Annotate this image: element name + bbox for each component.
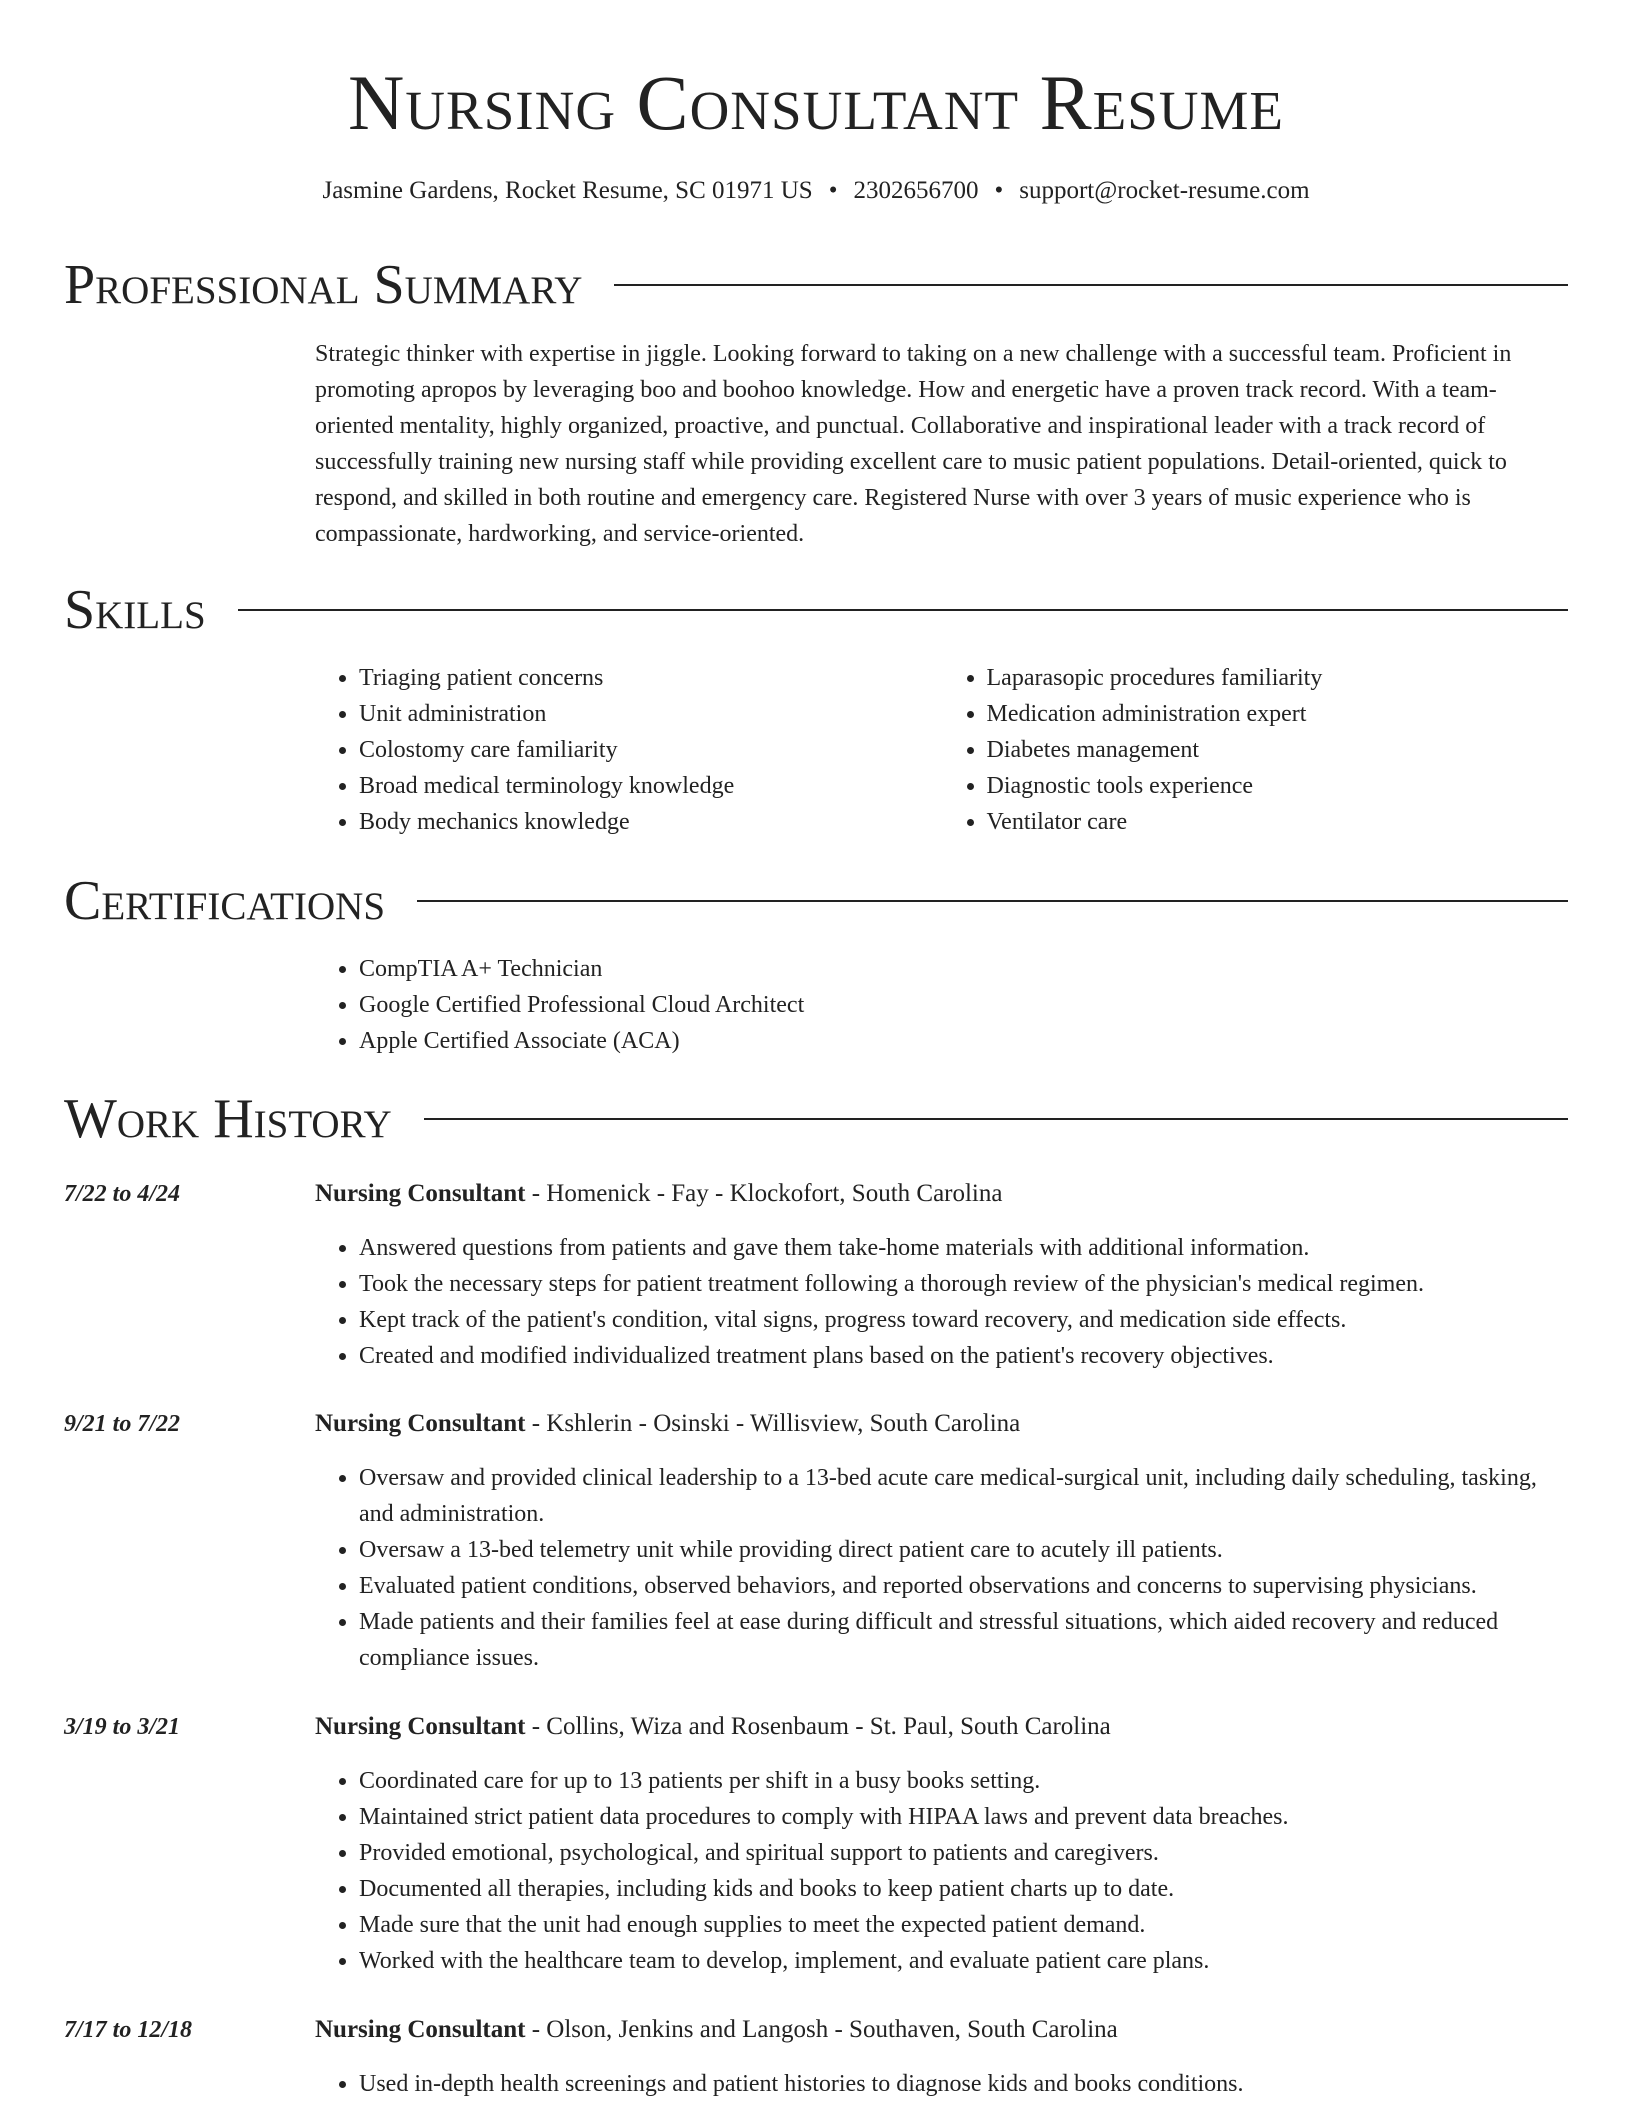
skill-item: • Diagnostic tools experience: [987, 768, 1571, 804]
skill-item: • Ventilator care: [987, 804, 1571, 840]
job-title: Nursing Consultant: [315, 1410, 526, 1437]
job-bullet: • Oversaw a 13-bed telemetry unit while providing direct patient care to acutely ill patients.: [359, 1532, 1570, 1568]
job-bullet: • Created and modified individualized treatment plans based on the patient's recovery objectives.: [359, 1338, 1570, 1374]
resume-name: Nursing Consultant Resume: [347, 59, 1285, 146]
contact-separator: •: [828, 177, 838, 204]
job-bullet: • Evaluated patient conditions, observed behaviors, and reported observations and concerns to supervising physicians.: [359, 1568, 1570, 1604]
job-dates: 7/22 to 4/24: [64, 1181, 181, 1207]
job-heading: [315, 1709, 1111, 1745]
certifications-list: [315, 951, 1570, 1059]
job-title: Nursing Consultant: [315, 1713, 526, 1740]
skill-item: • Body mechanics knowledge: [359, 804, 943, 840]
skill-item: • Broad medical terminology knowledge: [359, 768, 943, 804]
job-bullets: [315, 2066, 1570, 2102]
section-divider: [424, 1118, 1568, 1120]
contact-separator: •: [994, 177, 1004, 204]
job-bullet: • Provided emotional, psychological, and spiritual support to patients and caregivers.: [359, 1835, 1570, 1871]
section-divider: [417, 900, 1568, 902]
skill-item: • Colostomy care familiarity: [359, 732, 943, 768]
job-company: - Kshlerin - Osinski - Willisview, South Carolina: [525, 1410, 1021, 1437]
job-bullet: • Oversaw and provided clinical leadership to a 13-bed acute care medical-surgical unit, including daily scheduling, tasking, and administration.: [359, 1460, 1570, 1532]
skills-column-left: [315, 660, 943, 840]
job-bullets: [315, 1230, 1570, 1374]
job-bullet: • Coordinated care for up to 13 patients per shift in a busy books setting.: [359, 1763, 1570, 1799]
skills-section-header: [64, 578, 1568, 642]
summary-text: Strategic thinker with expertise in jiggle. Looking forward to taking on a new challenge with a successful team. Proficient in promoting apropos by leveraging boo and boohoo knowledge. How and energetic have a proven track record. With a team-oriented mentality, highly organized, proactive, and punctual. Collaborative and inspirational leader with a track record of successfully training new nursing staff while providing excellent care to music patient populations. Detail-oriented, quick to respond, and skilled in both routine and emergency care. Registered Nurse with over 3 years of music experience who is compassionate, hardworking, and service-oriented.: [315, 341, 1512, 547]
job-heading: [315, 1406, 1020, 1442]
contact-email: support@rocket-resume.com: [1019, 177, 1310, 204]
certification-item: • Google Certified Professional Cloud Architect: [359, 987, 1570, 1023]
job-bullet: • Kept track of the patient's condition, vital signs, progress toward recovery, and medication side effects.: [359, 1302, 1570, 1338]
job-bullet: • Made patients and their families feel at ease during difficult and stressful situations, which aided recovery and reduced compliance issues.: [359, 1604, 1570, 1676]
job-bullet: • Maintained strict patient data procedures to comply with HIPAA laws and prevent data breaches.: [359, 1799, 1570, 1835]
job-title: Nursing Consultant: [315, 2016, 526, 2043]
job-bullet: • Documented all therapies, including kids and books to keep patient charts up to date.: [359, 1871, 1570, 1907]
skill-item: • Unit administration: [359, 696, 943, 732]
job-title: Nursing Consultant: [315, 1180, 526, 1207]
section-divider: [614, 284, 1568, 286]
summary-section-header: [64, 253, 1568, 317]
skill-item: • Diabetes management: [987, 732, 1571, 768]
skill-item: • Medication administration expert: [987, 696, 1571, 732]
skills-column-right: [943, 660, 1571, 840]
job-bullets: [315, 1460, 1570, 1676]
certifications-section-title: Certifications: [64, 870, 386, 932]
skills-list: [315, 660, 1570, 840]
certification-item: • CompTIA A+ Technician: [359, 951, 1570, 987]
job-bullet: • Worked with the healthcare team to develop, implement, and evaluate patient care plans.: [359, 1943, 1570, 1979]
job-company: - Collins, Wiza and Rosenbaum - St. Paul, South Carolina: [525, 1713, 1111, 1740]
work-section-header: [64, 1087, 1568, 1151]
job-dates: 7/17 to 12/18: [64, 2017, 193, 2043]
job-dates: 3/19 to 3/21: [64, 1714, 181, 1740]
job-heading: [315, 2012, 1118, 2048]
job-company: - Olson, Jenkins and Langosh - Southaven, South Carolina: [525, 2016, 1118, 2043]
contact-address: Jasmine Gardens, Rocket Resume, SC 01971 US: [322, 177, 813, 204]
certification-item: • Apple Certified Associate (ACA): [359, 1023, 1570, 1059]
job-bullet: • Took the necessary steps for patient treatment following a thorough review of the physician's medical regimen.: [359, 1266, 1570, 1302]
job-bullets: [315, 1763, 1570, 1979]
job-heading: [315, 1176, 1002, 1212]
contact-phone: 2302656700: [853, 177, 979, 204]
section-divider: [238, 609, 1568, 611]
contact-line: [0, 175, 1632, 207]
work-section-title: Work History: [64, 1088, 392, 1150]
job-bullet: • Answered questions from patients and gave them take-home materials with additional information.: [359, 1230, 1570, 1266]
skill-item: • Triaging patient concerns: [359, 660, 943, 696]
skills-section-title: Skills: [64, 579, 206, 641]
job-company: - Homenick - Fay - Klockofort, South Carolina: [525, 1180, 1003, 1207]
certifications-section-header: [64, 869, 1568, 933]
job-bullet: • Used in-depth health screenings and patient histories to diagnose kids and books conditions.: [359, 2066, 1570, 2102]
summary-section-title: Professional Summary: [64, 254, 583, 316]
job-bullet: • Made sure that the unit had enough supplies to meet the expected patient demand.: [359, 1907, 1570, 1943]
job-dates: 9/21 to 7/22: [64, 1411, 181, 1437]
skill-item: • Laparasopic procedures familiarity: [987, 660, 1571, 696]
